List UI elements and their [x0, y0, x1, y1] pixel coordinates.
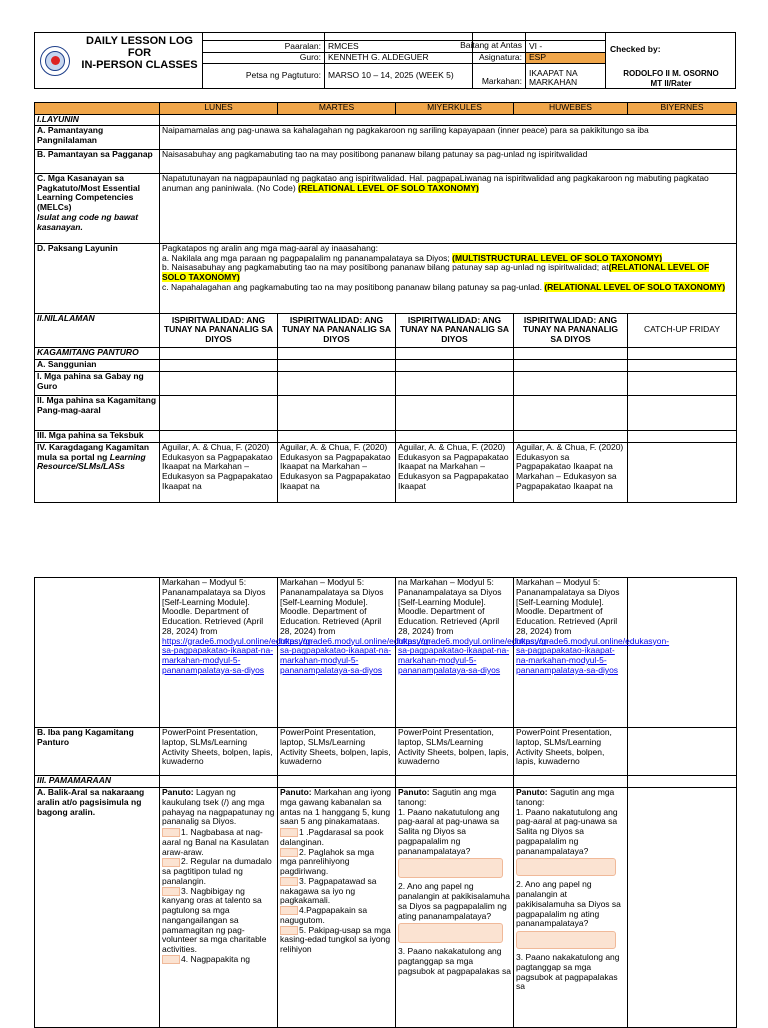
title-line-1: DAILY LESSON LOG — [86, 35, 193, 47]
pamamaraan-heading: III. PAMAMARAAN — [35, 776, 160, 788]
document-title — [77, 35, 202, 71]
balik-aral-row — [35, 788, 737, 1028]
karagdagang-row — [35, 442, 737, 502]
rating-item: 2. Paglahok sa mga mga panrelihiyong pagdiriwang. — [280, 846, 375, 877]
rating-item: 1 .Pagdarasal sa pook dalanginan. — [280, 827, 384, 847]
day-header-martes: MARTES — [278, 103, 396, 115]
lesson-table-part-2 — [34, 577, 737, 1028]
materials-miyerkules: PowerPoint Presentation, laptop, SLMs/Learning Activity Sheets, bolpen, lapis, kuwaderno — [396, 728, 514, 776]
kagamitan-row — [35, 347, 737, 359]
pagganap-row — [35, 149, 737, 173]
reference-huwebes: Aguilar, A. & Chua, F. (2020) Edukasyon sa Pagpapakatao Ikaapat na Markahan – Edukasyon sa Pagpapakatao Ikaapat na — [514, 442, 628, 502]
reference-cont-martes: Markahan – Modyul 5: Pananampalataya sa Diyos [Self-Learning Module]. Moodle. Department of Education. Retrieved (April 28, 2024) from https://grade6.modyul.online/edukasyon-sa-pagpapakatao-ikaapat-na-markahan-modyul-5-pananampalataya-sa-diyos — [278, 578, 396, 728]
catchup-friday: CATCH-UP FRIDAY — [628, 313, 737, 347]
markahan-value: IKAAPAT NA MARKAHAN — [529, 68, 578, 87]
checklist-item: 3. Nagbibigay ng kanyang oras at talento sa pagtulong sa mga nangangailangan sa pamamagitan ng pag-volunteer sa mga charitable activities. — [162, 885, 267, 955]
topic-martes: ISPIRITWALIDAD: ANG TUNAY NA PANANALIG SA DIYOS — [278, 313, 396, 347]
nilalaman-row — [35, 313, 737, 347]
checker-title: MT II/Rater — [650, 79, 692, 88]
paaralan-value: RMCES — [325, 41, 473, 52]
materials-martes: PowerPoint Presentation, laptop, SLMs/Learning Activity Sheets, bolpen, lapis, kuwaderno — [278, 728, 396, 776]
day-header-miyerkules: MIYERKULES — [396, 103, 514, 115]
module-link-lunes[interactable]: https://grade6.modyul.online/edukasyon-sa-pagpapakatao-ikaapat-na-markahan-modyul-5-pananampalataya-sa-diyos — [162, 635, 316, 675]
rating-item: 3. Pagpapatawad sa nakagawa sa iyo ng pagkakamali. — [280, 875, 377, 906]
header-row-guro — [203, 53, 606, 64]
header-info-grid — [202, 33, 578, 88]
answer-box[interactable] — [398, 923, 503, 943]
reference-cont-huwebes: Markahan – Modyul 5: Pananampalataya sa Diyos [Self-Learning Module]. Moodle. Department of Education. Retrieved (April 28, 2024) from https://grade6.modyul.online/edukasyon-sa-pagpapakatao-ikaapat-na-markahan-modyul-5-pananampalataya-sa-diyos — [514, 578, 628, 728]
module-link-martes[interactable]: https://grade6.modyul.online/edukasyon-sa-pagpapakatao-ikaapat-na-markahan-modyul-5-pananampalataya-sa-diyos — [280, 635, 434, 675]
reference-cont-miyerkules: na Markahan – Modyul 5: Pananampalataya sa Diyos [Self-Learning Module]. Moodle. Department of Education. Retrieved (April 28, 2024) from https://grade6.modyul.online/edukasyon-sa-pagpapakatao-ikaapat-na-markahan-modyul-5-pananampalataya-sa-diyos — [396, 578, 514, 728]
karagdagang-label: IV. Karagdagang Kagamitan mula sa portal ng — [37, 441, 150, 462]
deped-seal-logo — [35, 33, 75, 88]
topic-miyerkules: ISPIRITWALIDAD: ANG TUNAY NA PANANALIG SA DIYOS — [396, 313, 514, 347]
pagganap-text: Naisasabuhay ang pagkamabuting tao na may positibong pananaw bilang patunay sa pag-unlad ng ispiritwalidad — [160, 149, 737, 173]
reference-continued-row — [35, 578, 737, 728]
checklist-item: 4. Nagpapakita ng — [162, 955, 275, 965]
kagamitan-pang-label: II. Mga pahina sa Kagamitang Pang-mag-aaral — [35, 395, 160, 430]
question-2: 2. Ano ang papel ng panalangin at pakikisalamuha sa Diyos sa pagpapalalim ng ating pananampalataya? — [398, 881, 510, 921]
days-header-row — [35, 103, 737, 115]
materials-lunes: PowerPoint Presentation, laptop, SLMs/Learning Activity Sheets, bolpen, lapis, kuwaderno — [160, 728, 278, 776]
paksang-layunin-row — [35, 243, 737, 313]
rating-item: 5. Pakipag-usap sa mga kasing-edad tungkol sa iyong relihiyon — [280, 924, 391, 955]
question-2: 2. Ano ang papel ng panalangin at pakikisalamuha sa Diyos sa pagpapalalim ng ating pananampalataya? — [516, 879, 621, 929]
activity-miyerkules: Panuto: Sagutin ang mga tanong: 1. Paano nakatutulong ang pag-aaral at pag-unawa sa Salita ng Diyos sa pagpapalalim ng pananampalataya? 2. Ano ang papel ng panalangin at pakikisalamuha sa Diyos sa pagpapalalim ng ating pananampalataya? 3. Paano nakakatulong ang pagtanggap sa mga pagsubok at pagpapalakas sa — [396, 788, 514, 1028]
objective-b: b. Naisasabuhay ang pagkamabuting tao na may positibong pananaw bilang patunay sap ag-unlad ng ispiritwalidad; at(RELATIONAL LEVEL OF SOLO TAXONOMY) — [162, 262, 710, 283]
kasanayan-label: C. Mga Kasanayan sa Pagkatuto/Most Essential Learning Competencies (MELCs) — [37, 172, 140, 213]
question-1: 1. Paano nakatutulong ang pag-aaral at pag-unawa sa Salita ng Diyos sa pagpapalalim ng pananampalataya? — [398, 806, 500, 856]
kasanayan-highlight: (RELATIONAL LEVEL OF SOLO TAXONOMY) — [298, 182, 479, 193]
karagdagang-cell — [35, 442, 160, 502]
kasanayan-row — [35, 173, 737, 243]
question-3: 3. Paano nakakatulong ang pagtanggap sa mga pagsubok at pagpapalakas sa — [516, 952, 620, 992]
karagdagang-label-italic: Learning Resource/SLMs/LASs — [37, 451, 146, 472]
gabay-row — [35, 371, 737, 395]
objective-a: a. Nakilala ang mga paraan ng pagpapalalim ng pananampalataya sa Diyos; (MULTISTRUCTURAL LEVEL OF SOLO TAXONOMY) — [162, 252, 663, 263]
pamantayang-text: Naipamamalas ang pag-unawa sa kahalagahan ng pagkakaroon ng sariling kapayapaan (inner peace) para sa pakikitungo sa iba — [160, 125, 737, 149]
asignatura-label: Asignatura: — [473, 53, 526, 63]
question-3: 3. Paano nakakatulong ang pagtanggap sa mga pagsubok at pagpapalakas sa — [398, 946, 511, 976]
kasanayan-cell — [35, 173, 160, 243]
title-line-3: IN-PERSON CLASSES — [81, 59, 198, 71]
guro-value: KENNETH G. ALDEGUER — [325, 53, 473, 63]
paksang-layunin-cell — [160, 243, 737, 313]
markahan-label: Markahan: — [473, 64, 526, 88]
sanggunian-label: A. Sanggunian — [35, 359, 160, 371]
answer-box[interactable] — [516, 858, 616, 876]
day-header-huwebes: HUWEBES — [514, 103, 628, 115]
activity-huwebes: Panuto: Sagutin ang mga tanong: 1. Paano nakatutulong ang pag-aaral at pag-unawa sa Salita ng Diyos sa pagpapalalim ng pananampalataya? 2. Ano ang papel ng panalangin at pakikisalamuha sa Diyos sa pagpapalalim ng ating pananampalataya? 3. Paano nakakatulong ang pagtanggap sa mga pagsubok at pagpapalakas sa — [514, 788, 628, 1028]
iba-kagamitan-label: B. Iba pang Kagamitang Panturo — [35, 728, 160, 776]
checklist-item: 2. Regular na dumadalo sa pagtitipon tulad ng panalangin. — [162, 856, 272, 886]
guro-label: Guro: — [203, 53, 325, 63]
checklist-item: 1. Nagbabasa at nag-aaral ng Banal na Kasulatan araw-araw. — [162, 827, 269, 857]
header-block — [34, 32, 736, 89]
question-1: 1. Paano nakatutulong ang pag-aaral at pag-unawa sa Salita ng Diyos sa pagpapalalim ng pananampalataya? — [516, 806, 618, 856]
nilalaman-heading: II.NILALAMAN — [35, 313, 160, 347]
iba-kagamitan-row — [35, 728, 737, 776]
kasanayan-note: Isulat ang code ng bawat kasanayan. — [37, 211, 139, 232]
sanggunian-row — [35, 359, 737, 371]
reference-cont-lunes: Markahan – Modyul 5: Pananampalataya sa Diyos [Self-Learning Module]. Moodle. Department of Education. Retrieved (April 28, 2024) from https://grade6.modyul.online/edukasyon-sa-pagpapakatao-ikaapat-na-markahan-modyul-5-pananampalataya-sa-diyos — [160, 578, 278, 728]
gabay-label: I. Mga pahina sa Gabay ng Guro — [35, 371, 160, 395]
title-line-2: FOR — [127, 47, 152, 59]
kagamitan-heading: KAGAMITANG PANTURO — [35, 347, 160, 359]
checked-by-block — [605, 33, 736, 88]
layunin-heading: I.LAYUNIN — [35, 115, 160, 126]
teksbuk-label: III. Mga pahina sa Teksbuk — [35, 430, 160, 442]
topic-huwebes: ISPIRITWALIDAD: ANG TUNAY NA PANANALIG SA DIYOS — [514, 313, 628, 347]
baitang-label: Baitang at Antas — [473, 41, 526, 52]
topic-lunes: ISPIRITWALIDAD: ANG TUNAY NA PANANALIG SA DIYOS — [160, 313, 278, 347]
kasanayan-text-cell — [160, 173, 737, 243]
checked-by-label: Checked by: — [610, 44, 661, 54]
reference-martes: Aguilar, A. & Chua, F. (2020) Edukasyon sa Pagpapakatao Ikaapat na Markahan – Edukasyon sa Pagpapakatao Ikaapat na — [278, 442, 396, 502]
balik-aral-label: A. Balik-Aral sa nakaraang aralin at/o pagsisimula ng bagong aralin. — [35, 788, 160, 1028]
lesson-table-part-1 — [34, 102, 737, 503]
objective-c: c. Napahalagahan ang pagkamabuting tao na may positibong pananaw bilang patunay sa pag-unlad. (RELATIONAL LEVEL OF SOLO TAXONOMY) — [162, 281, 726, 292]
pamantayang-label: A. Pamantayang Pangnilalaman — [35, 125, 160, 149]
activity-martes: Panuto: Markahan ang iyong mga gawang kabanalan sa antas na 1 hanggang 5, kung saan 5 ang pinakamataas. 1 .Pagdarasal sa pook dalanginan. 2. Paglahok sa mga mga panrelihiyong pagdiriwang. 3. Pagpapatawad sa nakagawa sa iyo ng pagkakamali. 4.Pagpapakain sa nagugutom. 5. Pakipag-usap sa mga kasing-edad tungkol sa iyong relihiyon — [278, 788, 396, 1028]
reference-miyerkules: Aguilar, A. & Chua, F. (2020) Edukasyon sa Pagpapakatao Ikaapat na Markahan – Edukasyon sa Pagpapakatao Ikaapat — [396, 442, 514, 502]
day-header-lunes: LUNES — [160, 103, 278, 115]
rating-item: 4.Pagpapakain sa nagugutom. — [280, 905, 368, 925]
baitang-value: VI - — [529, 40, 543, 51]
asignatura-value: ESP — [526, 53, 606, 63]
paksang-layunin-label: D. Paksang Layunin — [35, 243, 160, 313]
pamamaraan-row — [35, 776, 737, 788]
seal-icon — [40, 46, 70, 76]
check-box[interactable] — [162, 955, 180, 964]
module-link-miyerkules[interactable]: https://grade6.modyul.online/edukasyon-sa-pagpapakatao-ikaapat-na-markahan-modyul-5-pananampalataya-sa-diyos — [398, 635, 552, 675]
paksang-intro: Pagkatapos ng aralin ang mga mag-aaral ay inaasahang: — [162, 242, 378, 253]
petsa-value: MARSO 10 – 14, 2025 (WEEK 5) — [325, 64, 473, 88]
pamantayang-row — [35, 125, 737, 149]
pagganap-label: B. Pamantayan sa Pagganap — [35, 149, 160, 173]
header-row-petsa — [203, 64, 606, 88]
materials-huwebes: PowerPoint Presentation, laptop, SLMs/Learning Activity Sheets, bolpen, lapis, kuwaderno — [514, 728, 628, 776]
module-link-huwebes[interactable]: https://grade6.modyul.online/edukasyon-sa-pagpapakatao-ikaapat-na-markahan-modyul-5-pananampalataya-sa-diyos — [516, 635, 670, 675]
paaralan-label: Paaralan: — [203, 41, 325, 52]
petsa-label: Petsa ng Pagtuturo: — [203, 64, 325, 88]
checker-name: RODOLFO II M. OSORNO — [623, 69, 719, 78]
answer-box[interactable] — [398, 858, 503, 878]
kagamitan-pang-row — [35, 395, 737, 430]
kasanayan-text: Napatutunayan na nagpapaunlad ng pagkatao ang ispiritwalidad. Hal. pagpapaLiwanag na ispiritwalidad ang pagkakaroon ng mabuting pagkatao anuman ang paniniwala. (No Code) — [162, 172, 709, 193]
day-header-biyernes: BIYERNES — [628, 103, 737, 115]
reference-lunes: Aguilar, A. & Chua, F. (2020) Edukasyon sa Pagpapakatao Ikaapat na Markahan – Edukasyon sa Pagpapakatao Ikaapat na — [160, 442, 278, 502]
teksbuk-row — [35, 430, 737, 442]
answer-box[interactable] — [516, 931, 616, 949]
activity-lunes: Panuto: Lagyan ng kaukulang tsek (/) ang mga pahayag na nagpapatunay ng pananalig sa Diyos. 1. Nagbabasa at nag-aaral ng Banal na Kasulatan araw-araw. 2. Regular na dumadalo sa pagtitipon tulad ng panalangin. 3. Nagbibigay ng kanyang oras at talento sa pagtulong sa mga nangangailangan sa pamamagitan ng pag-volunteer sa mga charitable activities. 4. Nagpapakita ng — [160, 788, 278, 1028]
layunin-row — [35, 115, 737, 126]
